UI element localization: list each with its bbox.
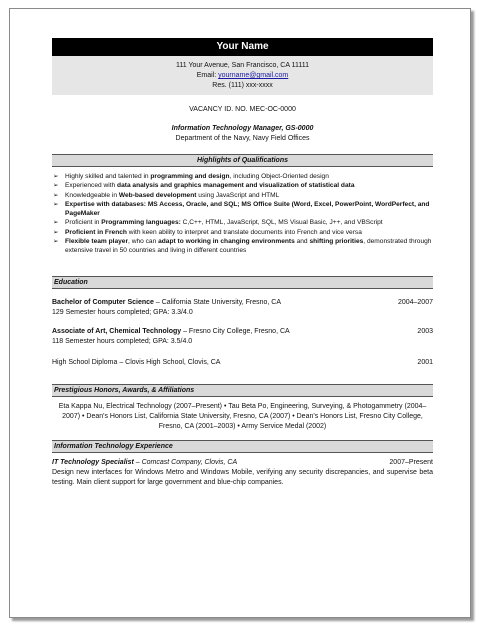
company: – Comcast Company, Clovis, CA (133, 458, 238, 466)
school: – California State University, Fresno, CA (153, 298, 282, 306)
qualifications-list (52, 172, 433, 256)
degree: Bachelor of Computer Science (52, 298, 154, 306)
education-year: 2001 (417, 358, 433, 366)
arrow-bullet-icon: ➢ (53, 182, 59, 190)
school: – Clovis High School, Clovis, CA (117, 358, 221, 366)
email-label: Email: (196, 72, 219, 79)
education-row (52, 327, 433, 337)
job-title: Information Technology Manager, GS-0000 (171, 125, 314, 132)
email-link[interactable]: yourname@gmail.com (218, 72, 289, 79)
arrow-bullet-icon: ➢ (53, 238, 59, 246)
experience-row (52, 458, 433, 468)
honors-text: Eta Kappa Nu, Electrical Technology (2007–Present) • Tau Beta Po, Engineering, Surveying, & Photogammetry (2004–2007) • Dean's Honors List, California State University, Fresno, CA (2007) • Dean's Honors List, Fresno City College, Fresno, CA (2001–2003) • Army Service Medal (2002) (58, 402, 427, 430)
experience-years: 2007–Present (389, 458, 433, 466)
email-line (52, 71, 433, 81)
list-item: ➢ Knowledgeable in Web-based development using JavaScript and HTML (53, 191, 280, 199)
address: 111 Your Avenue, San Francisco, CA 11111 (176, 62, 309, 69)
education-detail: 129 Semester hours completed; GPA: 3.3/4.0 (52, 308, 193, 316)
degree: Associate of Art, Chemical Technology (52, 327, 182, 335)
education-entry (52, 327, 433, 347)
list-item: ➢ Proficient in Programming languages: C,C++, HTML, JavaScript, SQL, MS Visual Basic, J++, and VBScript (53, 219, 383, 227)
education-row (52, 358, 433, 368)
contact-block (52, 56, 433, 95)
resume-content (52, 38, 433, 488)
education-year: 2003 (417, 327, 433, 335)
arrow-bullet-icon: ➢ (53, 228, 59, 236)
degree: High School Diploma (52, 358, 118, 366)
vacancy-id: VACANCY ID. NO. MEC-OC-0000 (189, 106, 296, 113)
list-item: ➢ Highly skilled and talented in programming and design, including Object-Oriented design (53, 173, 329, 180)
list-item: ➢ Flexible team player, who can adapt to working in changing environments and shifting priorities, demonstrated through extensive travel in 50 countries and living in different countries (53, 238, 432, 255)
honors-header: Prestigious Honors, Awards, & Affiliations (52, 384, 433, 397)
experience-header: Information Technology Experience (52, 440, 433, 453)
arrow-bullet-icon: ➢ (53, 173, 59, 180)
highlights-header: Highlights of Qualifications (52, 154, 433, 167)
job-role: IT Technology Specialist (52, 458, 134, 466)
list-item: ➢ Experienced with data analysis and graphics management and visualization of statistical data (53, 182, 355, 190)
school: – Fresno City College, Fresno, CA (181, 327, 290, 335)
resume-name: Your Name (52, 38, 433, 56)
education-entry (52, 298, 433, 318)
arrow-bullet-icon: ➢ (53, 200, 59, 208)
resume-page (9, 8, 471, 618)
education-year: 2004–2007 (397, 298, 433, 306)
list-item: ➢ Expertise with databases: MS Access, Oracle, and SQL; MS Office Suite (Word, Excel, PowerPoint, WordPerfect, and PageMaker (53, 200, 430, 218)
education-row (52, 298, 433, 308)
department: Department of the Navy, Navy Field Offices (175, 135, 310, 142)
list-item: ➢ Proficient in French with keen ability to interpret and translate documents into French and vice versa (53, 228, 362, 236)
education-header: Education (52, 276, 433, 289)
arrow-bullet-icon: ➢ (53, 191, 59, 199)
phone: Res. (111) xxx-xxxx (212, 82, 273, 89)
experience-description: Design new interfaces for Windows Metro and Windows Mobile, verifying any security discrepancies, and supervise beta testing. Main client support for large government and blue-chip companies. (52, 468, 433, 486)
arrow-bullet-icon: ➢ (53, 219, 59, 227)
education-entry (52, 358, 433, 368)
education-detail: 118 Semester hours completed; GPA: 3.5/4.0 (52, 337, 193, 345)
